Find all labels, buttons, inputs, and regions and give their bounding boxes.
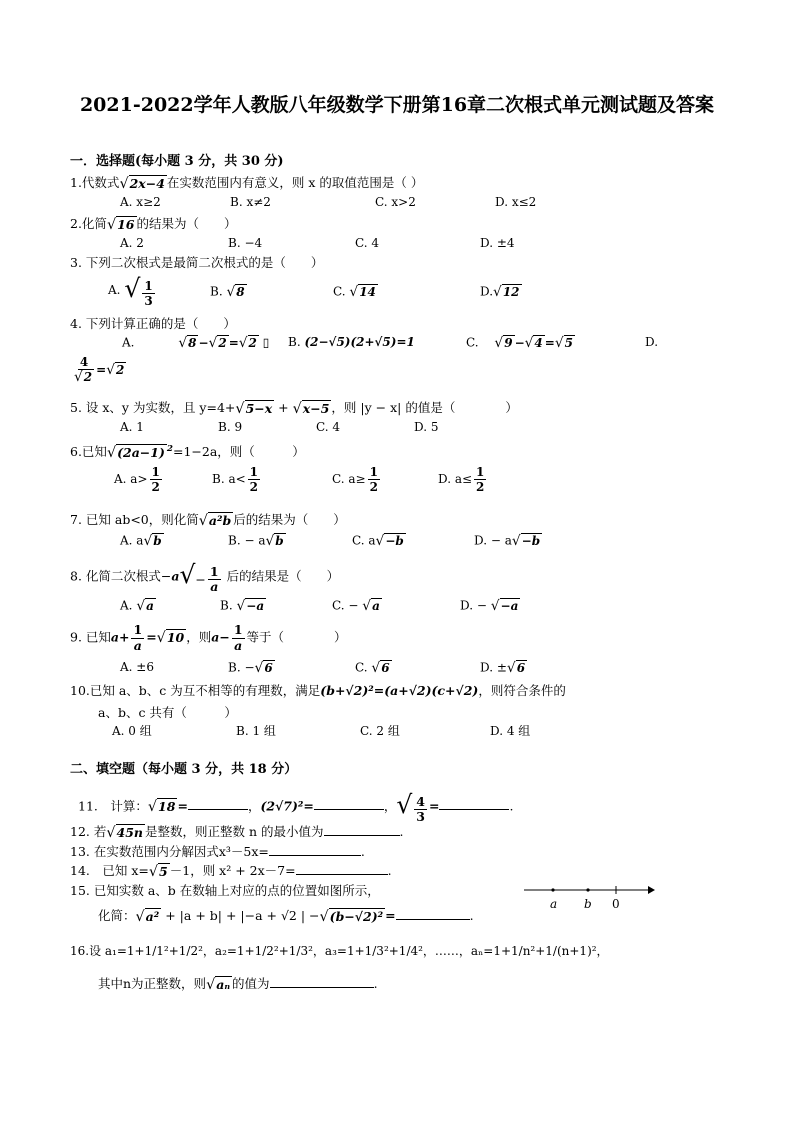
q4-option-a: A. √8 −√2 =√2 ▯ — [122, 335, 270, 351]
question-4: 4. 下列计算正确的是（ ） — [70, 316, 236, 331]
q13-blank[interactable] — [269, 855, 361, 856]
q11-blank-1[interactable] — [188, 809, 248, 810]
q7-option-d: D. − a√−b — [474, 533, 541, 549]
question-14: 14. 已知 x=√5 －1，则 x² + 2x－7= . — [70, 863, 392, 880]
section-choice-heading: 一．选择题(每小题 3 分，共 30 分) — [70, 154, 284, 169]
q1-option-c: C. x>2 — [375, 195, 416, 209]
q9-option-c: C. √6 — [355, 660, 390, 676]
label-a: a — [550, 897, 558, 911]
question-3: 3. 下列二次根式是最简二次根式的是（ ） — [70, 255, 324, 270]
point-b — [586, 888, 589, 891]
q6-option-d: D. a≤ $\frac{1}{2}$ — [438, 465, 485, 494]
q1-option-d: D. x≤2 — [495, 195, 537, 209]
q2-option-a: A. 2 — [120, 236, 144, 250]
label-b: b — [584, 897, 592, 911]
page-title: 2021-2022学年人教版八年级数学下册第16章二次根式单元测试题及答案 — [79, 94, 715, 116]
q7-option-b: B. − a√b — [228, 533, 284, 549]
q8-option-b: B. √−a — [220, 598, 265, 614]
question-16: 16.设 a₁=1+1/1²+1/2²，a₂=1+1/2²+1/3²，a₃=1+1/3²+1/4²，……，aₙ=1+1/n²+1/(n+1)²， — [70, 944, 609, 958]
q10-line2: a、b、c 共有（ ） — [98, 705, 237, 720]
q11-blank-2[interactable] — [314, 809, 384, 810]
q4-option-d-label: D. — [645, 335, 659, 349]
q8-option-d: D. − √−a — [460, 598, 519, 614]
q2-option-d: D. ±4 — [480, 236, 515, 250]
q16-blank[interactable] — [270, 987, 374, 988]
q5-option-a: A. 1 — [120, 420, 144, 434]
q6-option-c: C. a≥ $\frac{1}{2}$ — [332, 465, 378, 494]
q6-option-b: B. a< $\frac{1}{2}$ — [212, 465, 259, 494]
q8-option-c: C. − √a — [332, 598, 380, 614]
question-15: 15. 已知实数 a、b 在数轴上对应的点的位置如图所示， — [70, 883, 380, 898]
question-13: 13. 在实数范围内分解因式x³－5x= . — [70, 844, 365, 859]
q4-option-c: C. √9 −√4 =√5 — [466, 335, 573, 351]
q4-option-d: $\frac{4}{√2}$ =√2 — [74, 355, 125, 385]
q1-option-a: A. x≥2 — [120, 195, 161, 209]
q10-option-a: A. 0 组 — [112, 724, 152, 738]
q15-blank[interactable] — [396, 919, 470, 920]
question-6: 6.已知√(2a−1) $^2$=1−2a，则（ ） — [70, 443, 305, 461]
q10-option-d: D. 4 组 — [490, 724, 531, 738]
q15-line2: 化简：√a² + |a + b| + |−a + √2 | −√(b−√2)² = . — [98, 908, 474, 925]
question-9: 9. 已知a+ $\frac{1}{a}$ =√10 ，则a− $\frac{1}{a}$ 等于（ ） — [70, 622, 347, 653]
section-fill-heading: 二、填空题（每小题 3 分，共 18 分） — [70, 762, 298, 777]
number-line-arrow — [648, 886, 655, 894]
q10-option-c: C. 2 组 — [360, 724, 400, 738]
q11-blank-3[interactable] — [439, 809, 509, 810]
q6-option-a: A. a> $\frac{1}{2}$ — [114, 465, 160, 494]
q3-option-c: C. √14 — [333, 284, 376, 300]
q12-blank[interactable] — [324, 835, 400, 836]
q3-option-a: A. √ $\frac{1}{3}$ — [108, 274, 153, 308]
q2-option-b: B. −4 — [228, 236, 263, 250]
q2-option-c: C. 4 — [355, 236, 380, 250]
question-5: 5. 设 x、y 为实数，且 y=4+√5−x + √x−5 ，则 |y − x| 的值是（ ） — [70, 400, 518, 417]
q3-option-b: B. √8 — [210, 284, 245, 300]
q3-option-d: D.√12 — [480, 284, 520, 300]
question-2: 2.化简√16 的结果为（ ） — [70, 216, 237, 233]
q1-prefix: 1.代数式 — [70, 175, 120, 190]
q7-option-a: A. a√b — [120, 533, 162, 549]
question-11: 11. 计算：√18 = ，(2√7)²= ，√ $\frac{4}{3}$ = . — [78, 790, 514, 824]
q9-option-a: A. ±6 — [120, 660, 154, 674]
q14-blank[interactable] — [296, 874, 388, 875]
q4-option-b: B. (2−√5)(2+√5)=1 — [288, 335, 415, 349]
q10-option-b: B. 1 组 — [236, 724, 276, 738]
question-10: 10.已知 a、b、c 为互不相等的有理数，满足(b+√2)²=(a+√2)(c+√2)，则符合条件的 — [70, 683, 566, 698]
question-1 — [70, 173, 423, 192]
q5-option-d: D. 5 — [414, 420, 439, 434]
q9-option-d: D. ±√6 — [480, 660, 526, 676]
q8-option-a: A. √a — [120, 598, 154, 614]
q1-suffix: 在实数范围内有意义，则 x 的取值范围是（ ） — [166, 175, 424, 190]
question-12: 12. 若√45n 是整数，则正整数 n 的最小值为 . — [70, 824, 404, 841]
question-7: 7. 已知 ab<0，则化简√a²b 后的结果为（ ） — [70, 512, 346, 529]
q9-option-b: B. −√6 — [228, 660, 273, 676]
question-8: 8. 化简二次根式−a√− $\frac{1}{a}$ 后的结果是（ ） — [70, 560, 340, 594]
label-zero: 0 — [612, 897, 620, 911]
q5-option-b: B. 9 — [218, 420, 243, 434]
q7-option-c: C. a√−b — [352, 533, 404, 549]
q16-line2: 其中n为正整数，则√aₙ 的值为 . — [98, 976, 378, 993]
point-a — [551, 888, 554, 891]
q2-radical: √16 — [106, 216, 135, 233]
q1-radical: √2x−4 — [119, 175, 165, 192]
q1-option-b: B. x≠2 — [230, 195, 271, 209]
number-line — [522, 878, 656, 914]
q5-option-c: C. 4 — [316, 420, 341, 434]
